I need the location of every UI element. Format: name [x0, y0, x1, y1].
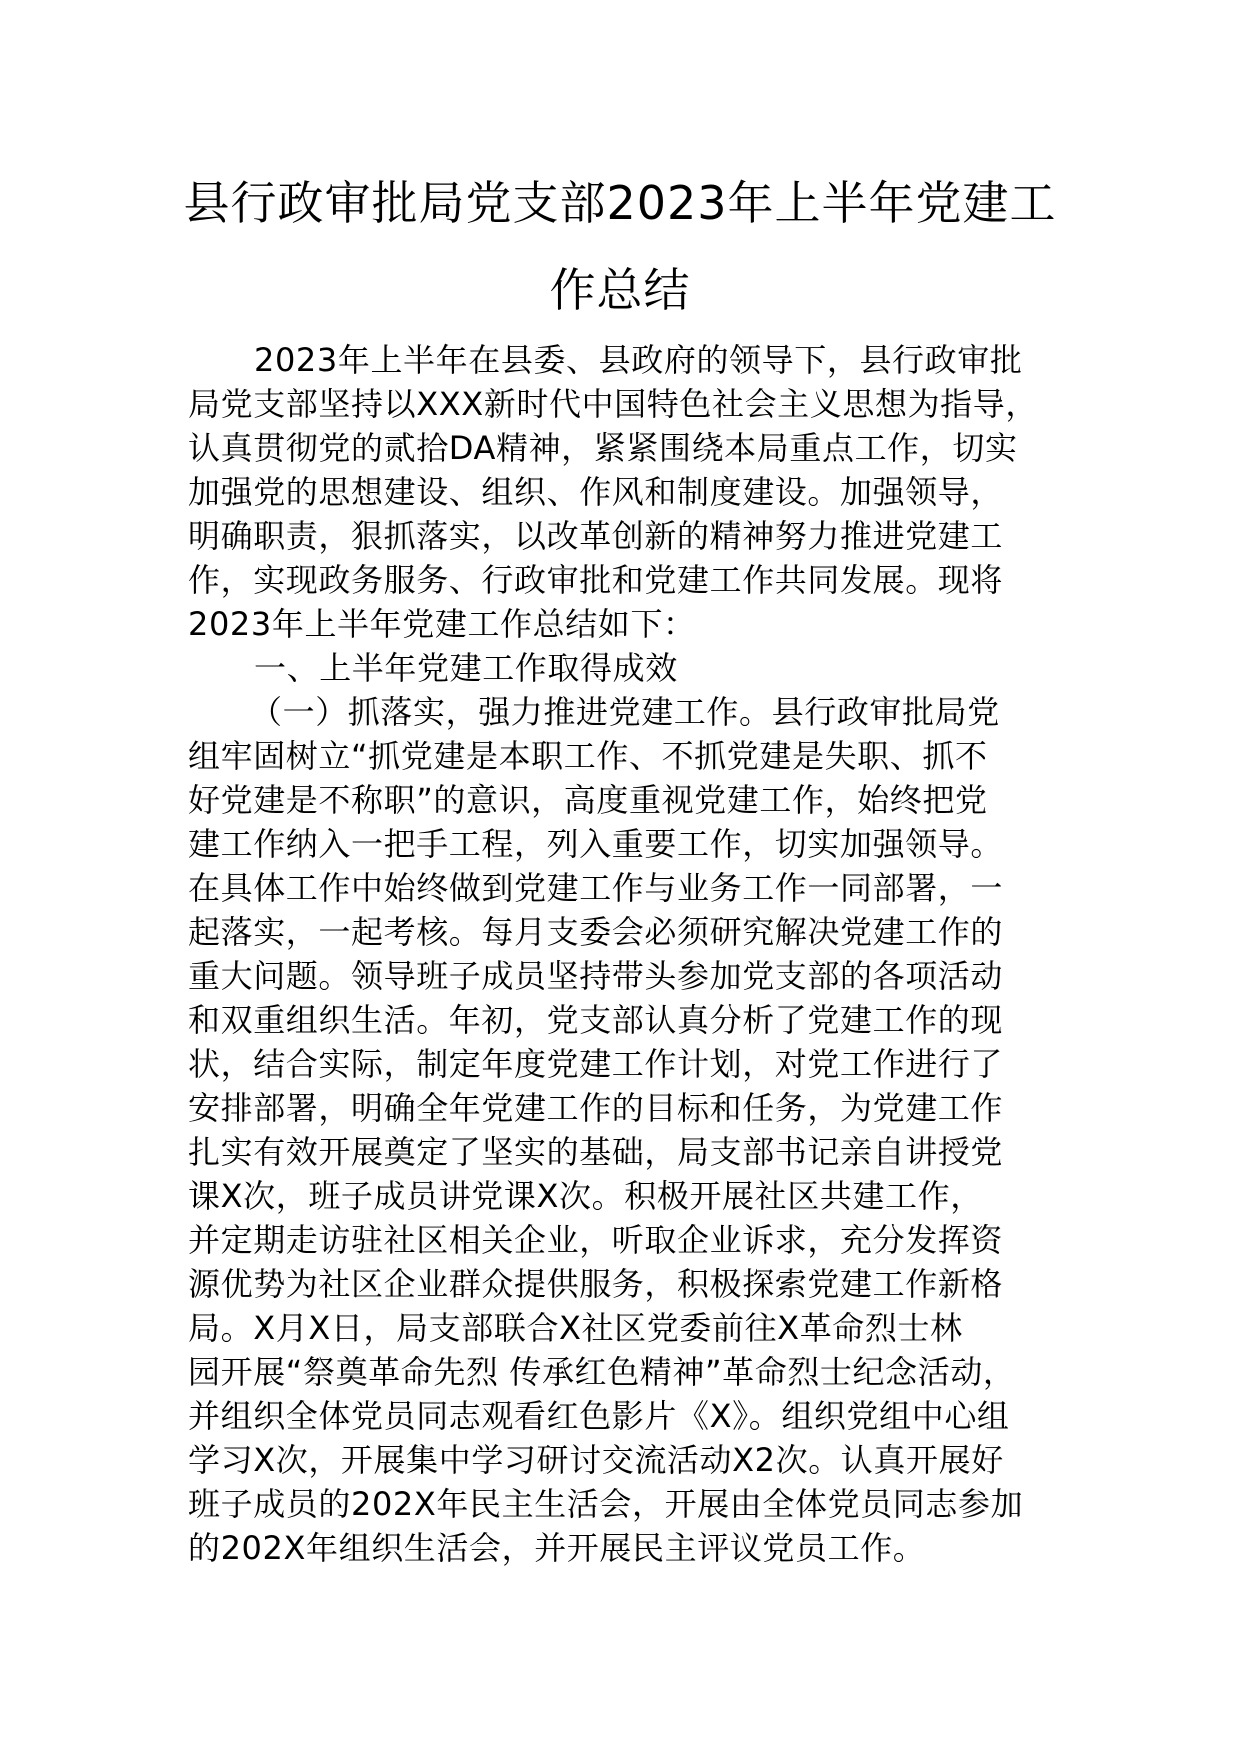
body-line: 在具体工作中始终做到党建工作与业务工作一同部署，一	[188, 869, 1004, 907]
body-line: 并定期走访驻社区相关企业，听取企业诉求，充分发挥资	[188, 1221, 1004, 1259]
body-line: 局。X月X日，局支部联合X社区党委前往X革命烈士林	[188, 1309, 963, 1347]
body-line: 的202X年组织生活会，并开展民主评议党员工作。	[188, 1529, 926, 1567]
body-line: 重大问题。领导班子成员坚持带头参加党支部的各项活动	[188, 957, 1004, 995]
document-title-line-2: 作总结	[549, 263, 691, 317]
body-line: 建工作纳入一把手工程，列入重要工作，切实加强领导。	[188, 825, 1004, 863]
body-line: 学习X次，开展集中学习研讨交流活动X2次。认真开展好	[188, 1441, 1004, 1479]
body-line: 好党建是不称职”的意识，高度重视党建工作，始终把党	[188, 781, 988, 819]
body-line: 局党支部坚持以XXX新时代中国特色社会主义思想为指导，	[188, 385, 1038, 423]
document-title-line-1: 县行政审批局党支部2023年上半年党建工	[183, 176, 1057, 230]
body-line: 组牢固树立“抓党建是本职工作、不抓党建是失职、抓不	[188, 737, 988, 775]
document-body	[188, 338, 1088, 1570]
body-line: 并组织全体党员同志观看红色影片《X》。组织党组中心组	[188, 1397, 1010, 1435]
body-line: 起落实，一起考核。每月支委会必须研究解决党建工作的	[188, 913, 1004, 951]
body-line: 明确职责，狠抓落实，以改革创新的精神努力推进党建工	[188, 517, 1004, 555]
body-line: 2023年上半年在县委、县政府的领导下，县行政审批	[254, 341, 1023, 379]
subsection-heading-line: （一）抓落实，强力推进党建工作。县行政审批局党	[250, 693, 1000, 731]
section-heading: 一、上半年党建工作取得成效	[254, 649, 678, 687]
body-line: 认真贯彻党的贰拾DA精神，紧紧围绕本局重点工作，切实	[188, 429, 1018, 467]
body-line: 和双重组织生活。年初，党支部认真分析了党建工作的现	[188, 1001, 1004, 1039]
body-line: 扎实有效开展奠定了坚实的基础，局支部书记亲自讲授党	[188, 1133, 1004, 1171]
body-line: 安排部署，明确全年党建工作的目标和任务，为党建工作	[188, 1089, 1004, 1127]
body-line: 课X次，班子成员讲党课X次。积极开展社区共建工作，	[188, 1177, 983, 1215]
body-line: 加强党的思想建设、组织、作风和制度建设。加强领导，	[188, 473, 1004, 511]
body-line: 园开展“祭奠革命先烈 传承红色精神”革命烈士纪念活动，	[188, 1353, 1016, 1391]
body-line: 作，实现政务服务、行政审批和党建工作共同发展。现将	[188, 561, 1004, 599]
body-line: 状，结合实际，制定年度党建工作计划，对党工作进行了	[188, 1045, 1004, 1083]
body-line: 班子成员的202X年民主生活会，开展由全体党员同志参加	[188, 1485, 1024, 1523]
body-line: 源优势为社区企业群众提供服务，积极探索党建工作新格	[188, 1265, 1004, 1303]
body-line: 2023年上半年党建工作总结如下：	[188, 605, 696, 643]
